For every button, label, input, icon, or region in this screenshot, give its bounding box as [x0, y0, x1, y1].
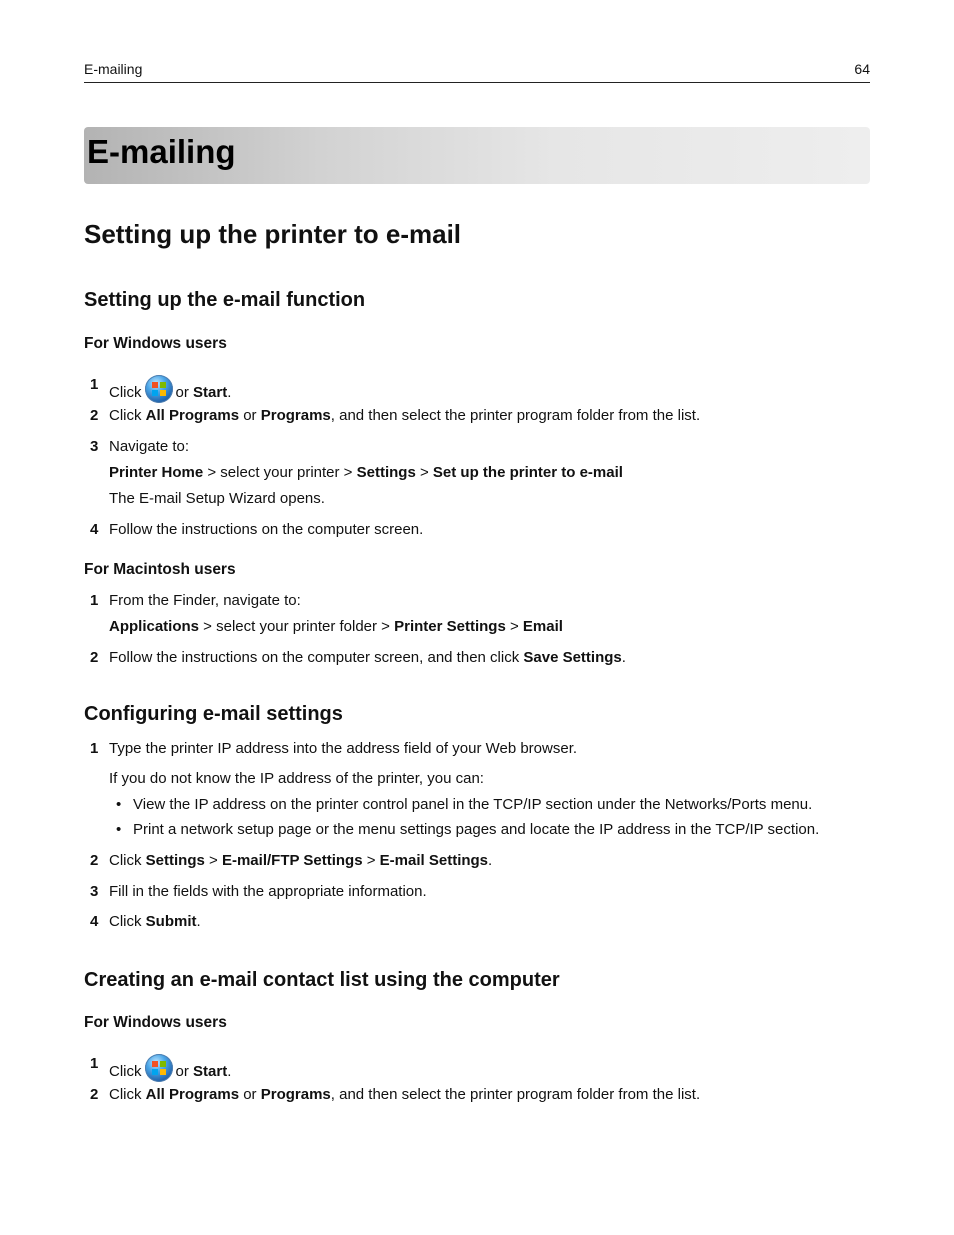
subsection-title-contact-list: Creating an e-mail contact list using the computer: [84, 969, 560, 991]
menu-label: Settings: [145, 852, 205, 869]
step-text: .: [196, 913, 201, 930]
chapter-title: E-mailing: [87, 133, 236, 170]
button-label: Save Settings: [523, 649, 622, 666]
header-section-name: E-mailing: [84, 61, 143, 77]
step-number: 3: [90, 438, 99, 455]
section-title: Setting up the printer to e-mail: [84, 219, 462, 249]
step-text: Type the printer IP address into the address field of your Web browser.: [109, 740, 578, 757]
menu-label: E-mail Settings: [379, 852, 489, 869]
step-number: 4: [90, 521, 99, 538]
path-separator: >: [362, 852, 380, 869]
start-label: Start: [193, 1063, 228, 1080]
menu-label: Programs: [260, 1086, 331, 1103]
windows-start-icon: [145, 1054, 173, 1082]
path-item: Email: [522, 618, 563, 635]
header-page-number: 64: [854, 61, 870, 77]
step-number: 4: [90, 913, 99, 930]
subsection-title-email-function: Setting up the e-mail function: [84, 289, 366, 311]
path-separator: >: [204, 852, 222, 869]
bullet-icon: •: [116, 796, 122, 813]
path-item: Set up the printer to e-mail: [432, 464, 623, 481]
step-text: .: [227, 384, 232, 401]
macintosh-users-heading: For Macintosh users: [84, 561, 236, 578]
step-number: 3: [90, 883, 99, 900]
step-text: Click: [109, 1063, 142, 1080]
step-text: Click: [109, 384, 142, 401]
step-text: From the Finder, navigate to:: [109, 592, 301, 609]
step-text: Follow the instructions on the computer screen.: [109, 521, 424, 538]
menu-label: All Programs: [145, 1086, 240, 1103]
step-text: .: [227, 1063, 232, 1080]
step-text: or: [175, 1063, 189, 1080]
menu-label: E-mail/FTP Settings: [221, 852, 363, 869]
path-item: Applications: [109, 618, 200, 635]
navigation-path: [109, 463, 623, 483]
bullet-text: Print a network setup page or the menu settings pages and locate the IP address in the TCP/IP section.: [133, 821, 820, 838]
menu-label: All Programs: [145, 407, 240, 424]
path-separator: > select your printer folder >: [199, 618, 395, 635]
step-text: Click: [109, 913, 146, 930]
step-text: Navigate to:: [109, 438, 190, 455]
step-text: or: [239, 407, 261, 424]
step-number: 1: [90, 592, 99, 609]
step-number: 1: [90, 376, 99, 393]
step-text: or: [239, 1086, 261, 1103]
step-note: If you do not know the IP address of the printer, you can:: [109, 770, 484, 787]
windows-users-heading: For Windows users: [84, 1014, 227, 1031]
bullet-text: View the IP address on the printer control panel in the TCP/IP section under the Networks/Ports menu.: [133, 796, 813, 813]
mac-navigation-path: [109, 617, 563, 637]
path-separator: > select your printer >: [203, 464, 357, 481]
step-text: , and then select the printer program folder from the list.: [330, 407, 701, 424]
step-number: 2: [90, 407, 99, 424]
step-number: 2: [90, 852, 99, 869]
path-item: Printer Settings: [394, 618, 506, 635]
menu-label: Programs: [260, 407, 331, 424]
start-label: Start: [193, 384, 228, 401]
step-text: Click: [109, 852, 146, 869]
path-item: Printer Home: [109, 464, 204, 481]
bullet-icon: •: [116, 821, 122, 838]
step-text: Follow the instructions on the computer screen, and then click: [109, 649, 524, 666]
path-separator: >: [415, 464, 433, 481]
step-text: .: [621, 649, 626, 666]
step-number: 1: [90, 1055, 99, 1072]
step-note: The E-mail Setup Wizard opens.: [109, 490, 325, 507]
path-item: Settings: [356, 464, 416, 481]
step-text: Click: [109, 407, 146, 424]
button-label: Submit: [145, 913, 197, 930]
windows-users-heading: For Windows users: [84, 335, 227, 352]
path-separator: >: [505, 618, 523, 635]
step-number: 2: [90, 649, 99, 666]
step-number: 2: [90, 1086, 99, 1103]
step-text: Fill in the fields with the appropriate information.: [109, 883, 427, 900]
step-text: Click: [109, 1086, 146, 1103]
step-text: or: [175, 384, 189, 401]
running-header: [84, 60, 870, 83]
step-number: 1: [90, 740, 99, 757]
step-text: .: [488, 852, 493, 869]
windows-start-icon: [145, 375, 173, 403]
step-text: , and then select the printer program folder from the list.: [330, 1086, 701, 1103]
subsection-title-configuring: Configuring e-mail settings: [84, 703, 343, 725]
chapter-title-bar: [84, 127, 870, 184]
